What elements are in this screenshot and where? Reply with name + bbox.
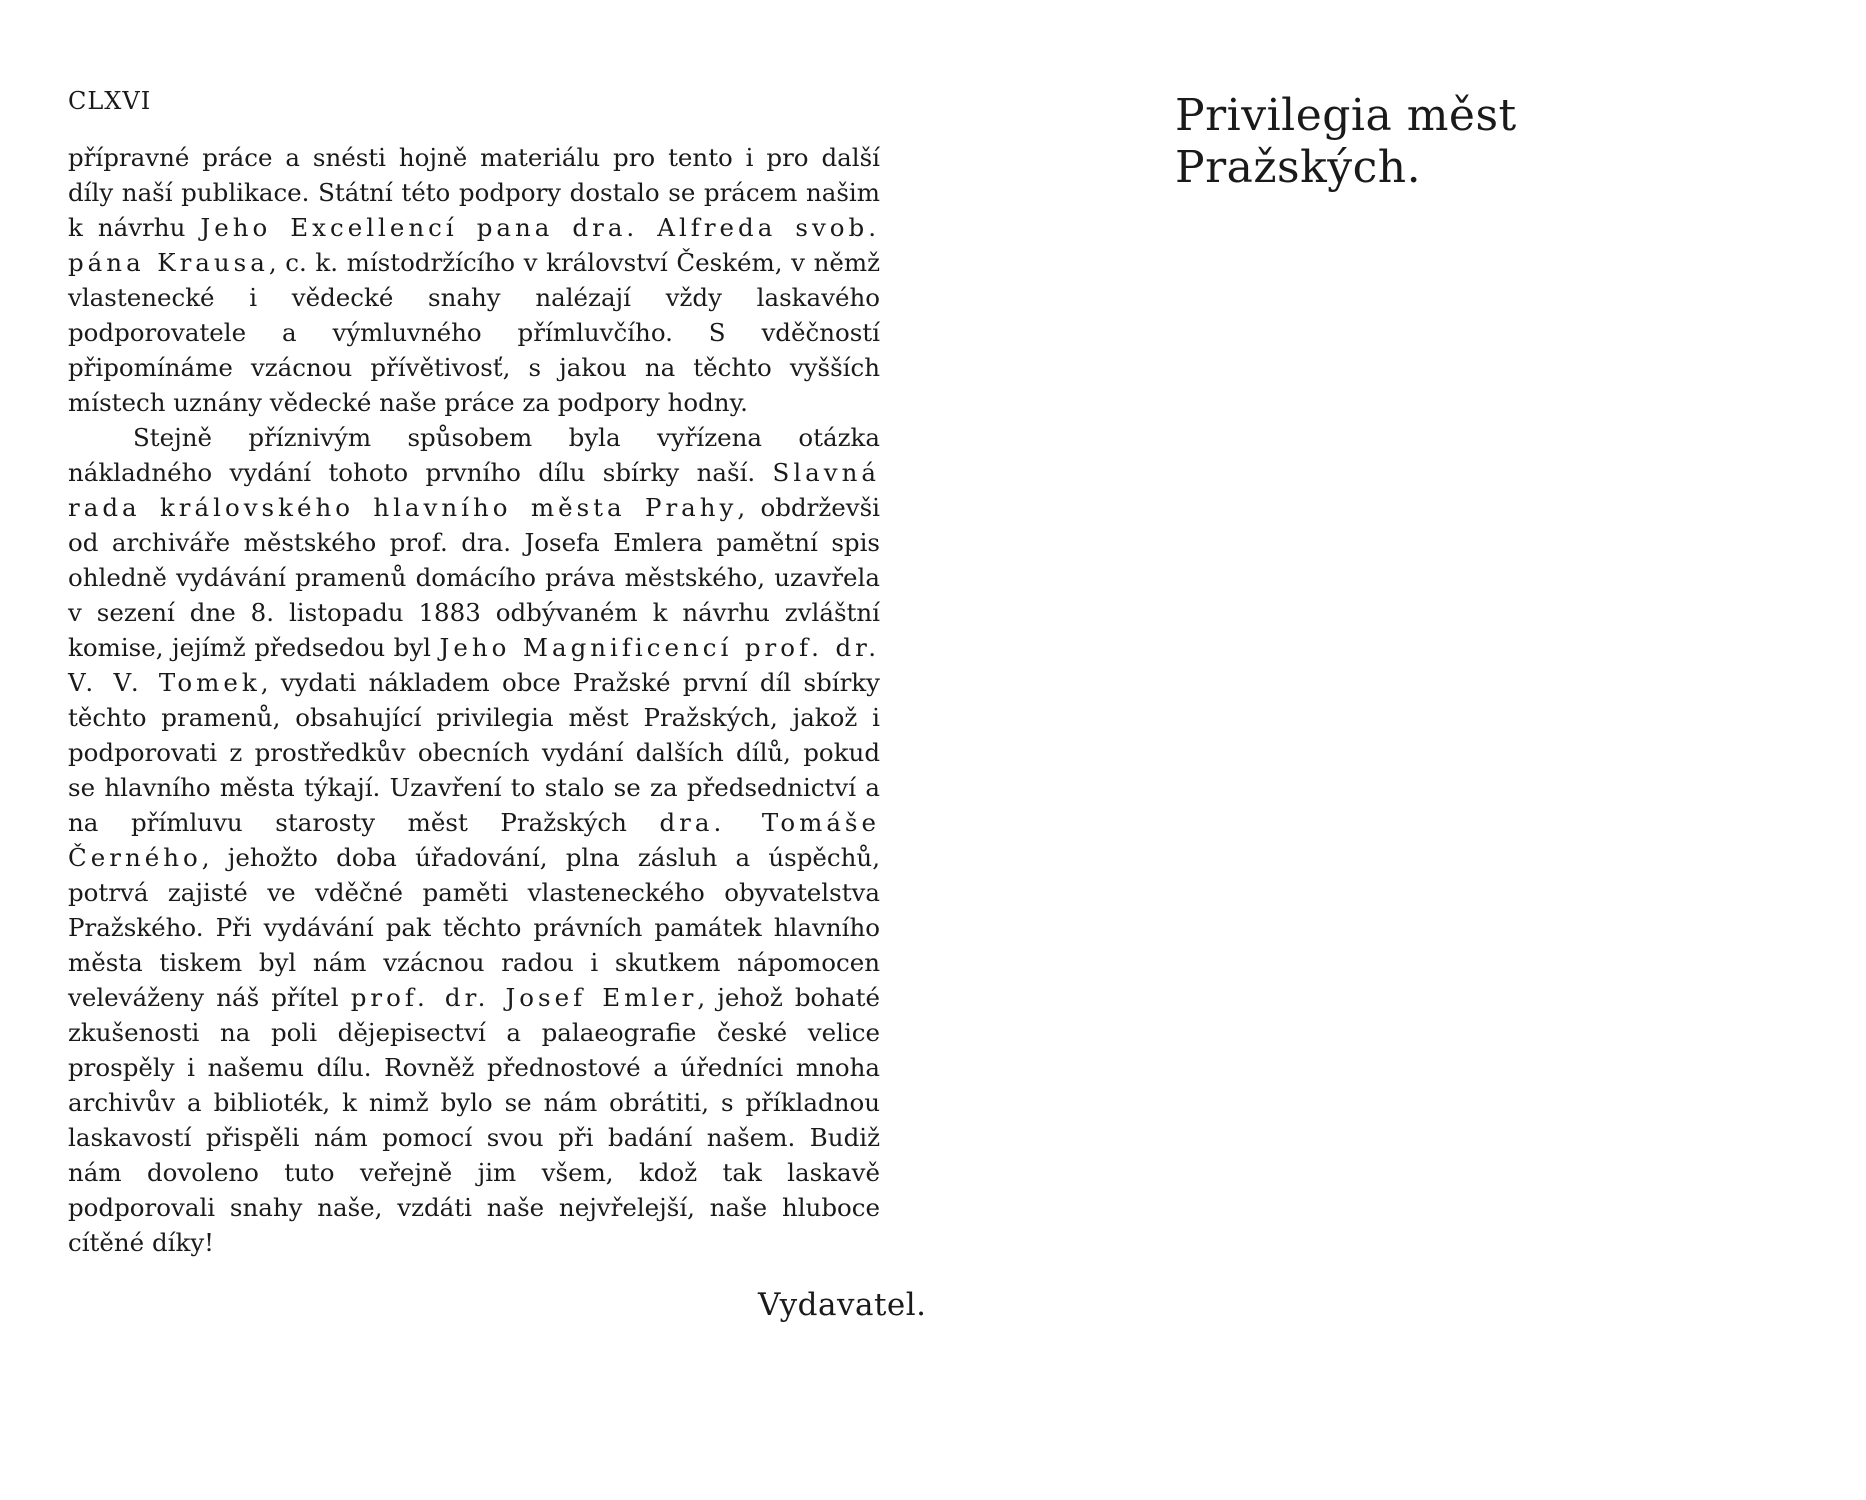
book-title: Privilegia měst Pražských. <box>1175 90 1517 193</box>
paragraph-2-text-4: , jehožto doba úřadování, plna zásluh a úspěchů, potrvá zajisté ve vděčné paměti vlasteneckého obyvatelstva Pražského. Při vydávání pak těchto právních památek hlavního města tiskem byl nám vzácnou radou i skutkem nápomocen veleváženy náš přítel <box>68 843 880 1012</box>
paragraph-1-text-2: , c. k. místodržícího v království Českém, v němž vlastenecké i vědecké snahy nalézají vždy laskavého podporovatele a výmluvného přímluvčího. S vděčností připomínáme vzácnou přívětivosť, s jakou na těchto vyšších místech uznány vědecké naše práce za podpory hodny. <box>68 248 880 417</box>
paragraph-2-spaced-name-4: prof. dr. Josef Emler <box>350 983 698 1012</box>
page-number: CLXVI <box>68 87 152 115</box>
paragraph-2-spaced-name-1: Slavná rada královského hlavního města Prahy <box>68 458 880 522</box>
paragraph-2 <box>68 420 880 1260</box>
paragraph-2-text-1: Stejně příznivým spůsobem byla vyřízena otázka nákladného vydání tohoto prvního dílu sbírky naší. <box>68 423 880 487</box>
paragraph-1 <box>68 140 880 420</box>
right-page <box>1175 90 1775 194</box>
left-page <box>68 87 927 1323</box>
paragraph-1-text-1: přípravné práce a snésti hojně materiálu pro tento i pro další díly naší publikace. Státní této podpory dostalo se prácem našim k návrhu <box>68 143 880 242</box>
paragraph-2-spaced-name-3: dra. Tomáše Černého <box>68 808 880 872</box>
paragraph-1-spaced-name-1: Jeho Excellencí pana dra. Alfreda svob. pána Krausa <box>68 213 881 277</box>
paragraph-2-text-3: , vydati nákladem obce Pražské první díl sbírky těchto pramenů, obsahující privilegia měst Pražských, jakož i podporovati z prostředkův obecních vydání dalších dílů, pokud se hlavního města týkají. Uzavření to stalo se za předsednictví a na přímluvu starosty měst Pražských <box>68 668 880 837</box>
preface-text <box>68 140 880 1260</box>
paragraph-2-spaced-name-2: Jeho Magnificencí prof. dr. V. V. Tomek <box>68 633 880 697</box>
signature: Vydavatel. <box>758 1287 927 1323</box>
paragraph-2-text-5: , jehož bohaté zkušenosti na poli dějepisectví a palaeografie české velice prospěly i našemu dílu. Rovněž přednostové a úředníci mnoha archivův a biblioték, k nimž bylo se nám obrátiti, s příkladnou laskavostí přispěli nám pomocí svou při badání našem. Budiž nám dovoleno tuto veřejně jim všem, kdož tak laskavě podporovali snahy naše, vzdáti naše nejvřelejší, naše hluboce cítěné díky! <box>68 983 880 1257</box>
paragraph-2-text-2: , obdrževši od archiváře městského prof. dra. Josefa Emlera pamětní spis ohledně vydávání pramenů domácího práva městského, uzavřela v sezení dne 8. listopadu 1883 odbývaném k návrhu zvláštní komise, jejímž předsedou byl <box>68 493 881 662</box>
